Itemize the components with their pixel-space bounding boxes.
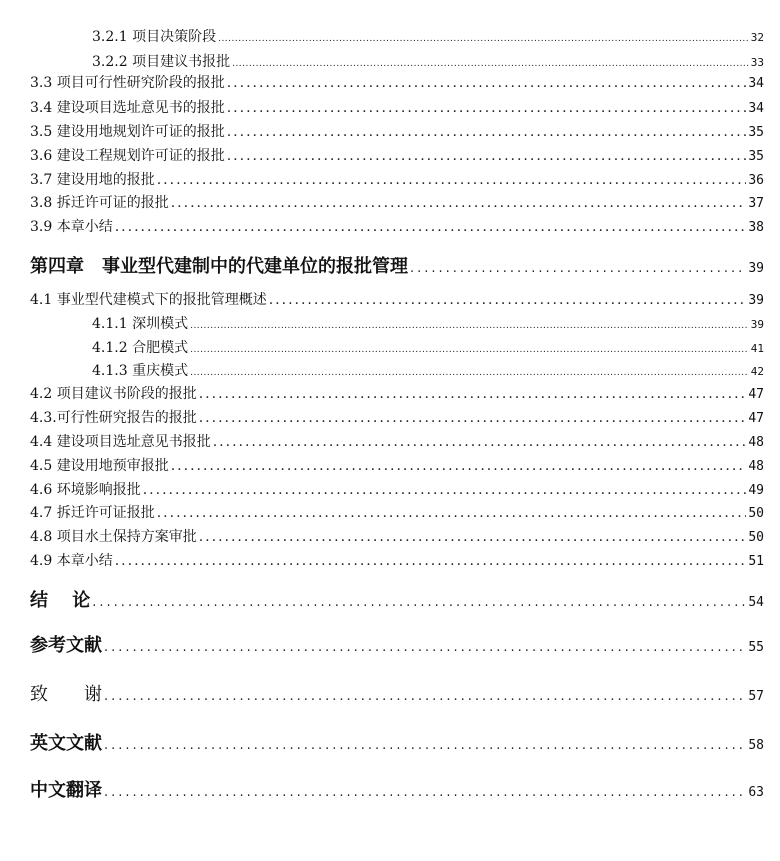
- toc-entry[interactable]: [30, 550, 764, 570]
- toc-entry-title: 3.4 建设项目选址意见书的报批: [30, 100, 225, 116]
- toc-entry-page: 55: [748, 640, 764, 655]
- toc-entry-page: 39: [748, 261, 764, 276]
- toc-entry-page: 35: [748, 149, 764, 164]
- toc-entry-page: 54: [748, 595, 764, 610]
- toc-leader-dots: [190, 368, 749, 378]
- toc-entry-title: 3.2.2 项目建议书报批: [92, 54, 231, 70]
- toc-entry-page: 50: [748, 506, 764, 521]
- toc-entry[interactable]: [30, 407, 764, 427]
- toc-entry-title: 3.7 建设用地的报批: [30, 172, 155, 188]
- toc-entry-title: 3.8 拆迁许可证的报批: [30, 195, 169, 211]
- toc-english-literature-entry[interactable]: [30, 729, 764, 755]
- toc-entry-page: 39: [750, 318, 764, 331]
- toc-leader-dots: [199, 410, 747, 426]
- toc-entry-page: 49: [748, 483, 764, 498]
- toc-entry-page: 48: [748, 435, 764, 450]
- toc-chapter-entry[interactable]: [30, 252, 764, 278]
- toc-entry[interactable]: [30, 145, 764, 165]
- toc-entry-page: 41: [750, 342, 764, 355]
- toc-entry-page: 34: [748, 101, 764, 116]
- toc-leader-dots: [171, 195, 747, 211]
- toc-leader-dots: [227, 148, 747, 164]
- toc-entry[interactable]: [30, 169, 764, 189]
- toc-entry-page: 58: [748, 738, 764, 753]
- toc-entry-title: 3.9 本章小结: [30, 219, 113, 235]
- toc-conclusion-entry[interactable]: [30, 586, 764, 612]
- toc-acknowledgement-entry[interactable]: [30, 680, 764, 706]
- toc-entry[interactable]: [92, 360, 764, 380]
- toc-leader-dots: [157, 172, 747, 188]
- toc-leader-dots: [104, 640, 746, 655]
- toc-entry-page: 47: [748, 387, 764, 402]
- toc-entry-title: 4.7 拆迁许可证报批: [30, 505, 155, 521]
- toc-entry-title: 3.6 建设工程规划许可证的报批: [30, 148, 225, 164]
- toc-entry[interactable]: [30, 479, 764, 499]
- toc-entry-page: 33: [750, 56, 764, 69]
- toc-entry-page: 51: [748, 554, 764, 569]
- toc-leader-dots: [104, 785, 746, 800]
- toc-entry-title: 参考文献: [30, 635, 102, 656]
- toc-entry[interactable]: [30, 121, 764, 141]
- toc-leader-dots: [227, 75, 747, 91]
- toc-entry-title: 4.4 建设项目选址意见书报批: [30, 434, 211, 450]
- toc-leader-dots: [269, 292, 747, 308]
- toc-entry-page: 38: [748, 220, 764, 235]
- toc-leader-dots: [199, 529, 747, 545]
- toc-entry-title: 3.3 项目可行性研究阶段的报批: [30, 75, 225, 91]
- toc-leader-dots: [171, 458, 747, 474]
- toc-entry-title: 4.8 项目水土保持方案审批: [30, 529, 197, 545]
- toc-entry[interactable]: [30, 431, 764, 451]
- toc-leader-dots: [410, 261, 746, 276]
- toc-entry[interactable]: [92, 313, 764, 333]
- toc-entry-title: 4.1.2 合肥模式: [92, 340, 189, 356]
- toc-entry[interactable]: [92, 26, 764, 46]
- toc-entry[interactable]: [30, 97, 764, 117]
- toc-entry-page: 37: [748, 196, 764, 211]
- toc-entry[interactable]: [30, 289, 764, 309]
- toc-leader-dots: [227, 100, 747, 116]
- toc-leader-dots: [190, 345, 749, 355]
- toc-leader-dots: [218, 34, 749, 44]
- toc-entry-title: 4.1.3 重庆模式: [92, 363, 189, 379]
- toc-leader-dots: [115, 219, 747, 235]
- toc-entry[interactable]: [92, 51, 764, 71]
- toc-entry[interactable]: [30, 216, 764, 236]
- toc-entry-title: 4.1.1 深圳模式: [92, 316, 189, 332]
- toc-entry-title: 中文翻译: [30, 780, 102, 801]
- toc-leader-dots: [213, 434, 747, 450]
- toc-entry-title: 4.6 环境影响报批: [30, 482, 141, 498]
- toc-leader-dots: [157, 505, 747, 521]
- toc-entry-page: 48: [748, 459, 764, 474]
- toc-entry[interactable]: [30, 502, 764, 522]
- toc-leader-dots: [227, 124, 747, 140]
- toc-entry-title: 4.5 建设用地预审报批: [30, 458, 169, 474]
- toc-entry[interactable]: [30, 383, 764, 403]
- toc-entry-title: 结 论: [30, 590, 91, 611]
- toc-entry-page: 63: [748, 785, 764, 800]
- toc-entry-page: 36: [748, 173, 764, 188]
- toc-entry-title: 4.2 项目建议书阶段的报批: [30, 386, 197, 402]
- toc-entry-title: 4.1 事业型代建模式下的报批管理概述: [30, 292, 267, 308]
- toc-leader-dots: [115, 553, 747, 569]
- toc-entry[interactable]: [30, 72, 764, 92]
- toc-entry-page: 34: [748, 76, 764, 91]
- toc-entry-title: 致 谢: [30, 684, 102, 705]
- toc-leader-dots: [199, 386, 747, 402]
- toc-references-entry[interactable]: [30, 631, 764, 657]
- toc-entry[interactable]: [30, 526, 764, 546]
- toc-entry-page: 42: [750, 365, 764, 378]
- toc-leader-dots: [104, 738, 746, 753]
- toc-entry-title: 第四章 事业型代建制中的代建单位的报批管理: [30, 256, 408, 277]
- toc-entry-title: 4.3.可行性研究报告的报批: [30, 410, 197, 426]
- toc-leader-dots: [104, 689, 746, 704]
- toc-entry-page: 32: [750, 31, 764, 44]
- toc-entry[interactable]: [30, 455, 764, 475]
- toc-entry-page: 39: [748, 293, 764, 308]
- toc-entry-page: 47: [748, 411, 764, 426]
- toc-leader-dots: [190, 321, 749, 331]
- toc-entry[interactable]: [92, 337, 764, 357]
- toc-entry-page: 57: [748, 689, 764, 704]
- toc-entry-title: 3.5 建设用地规划许可证的报批: [30, 124, 225, 140]
- toc-leader-dots: [232, 59, 749, 69]
- toc-entry-title: 4.9 本章小结: [30, 553, 113, 569]
- toc-chinese-translation-entry[interactable]: [30, 776, 764, 802]
- toc-entry[interactable]: [30, 192, 764, 212]
- toc-leader-dots: [92, 595, 746, 610]
- toc-entry-page: 50: [748, 530, 764, 545]
- toc-leader-dots: [143, 482, 747, 498]
- toc-entry-page: 35: [748, 125, 764, 140]
- toc-entry-title: 3.2.1 项目决策阶段: [92, 29, 217, 45]
- toc-entry-title: 英文文献: [30, 733, 102, 754]
